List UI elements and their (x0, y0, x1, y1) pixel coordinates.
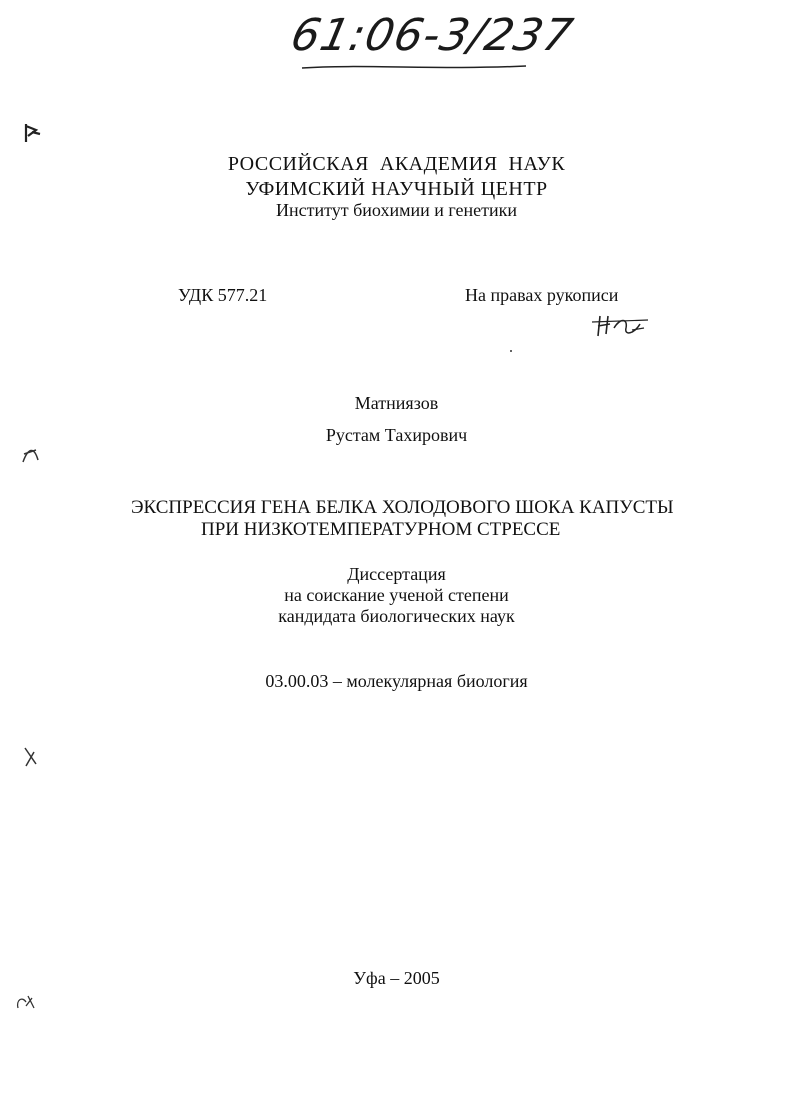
dissertation-title-line2: ПРИ НИЗКОТЕМПЕРАТУРНОМ СТРЕССЕ (201, 519, 561, 540)
margin-mark-1 (22, 120, 46, 146)
degree-type: Диссертация (347, 564, 446, 584)
margin-mark-4 (14, 992, 38, 1012)
specialty-code: 03.00.03 – молекулярная биология (265, 671, 528, 691)
archive-code: 61:06-3/237 (286, 10, 578, 61)
stray-dot (510, 350, 512, 352)
author-given-names: Рустам Тахирович (325, 425, 468, 445)
institute-name: Институт биохимии и генетики (275, 200, 517, 220)
author-surname: Матниязов (354, 393, 439, 413)
scientific-center: УФИМСКИЙ НАУЧНЫЙ ЦЕНТР (245, 178, 548, 200)
academy-name: РОССИЙСКАЯ АКАДЕМИЯ НАУК (227, 153, 566, 175)
udk-code: УДК 577.21 (178, 285, 268, 305)
author-signature (588, 310, 650, 340)
degree-field: кандидата биологических наук (278, 606, 515, 626)
margin-mark-3 (22, 744, 40, 770)
place-year: Уфа – 2005 (353, 968, 440, 988)
archive-code-underline (300, 62, 530, 72)
dissertation-title-line1: ЭКСПРЕССИЯ ГЕНА БЕЛКА ХОЛОДОВОГО ШОКА КАПУСТЫ (131, 497, 674, 518)
manuscript-rights: На правах рукописи (465, 285, 619, 305)
degree-purpose: на соискание ученой степени (284, 585, 509, 605)
